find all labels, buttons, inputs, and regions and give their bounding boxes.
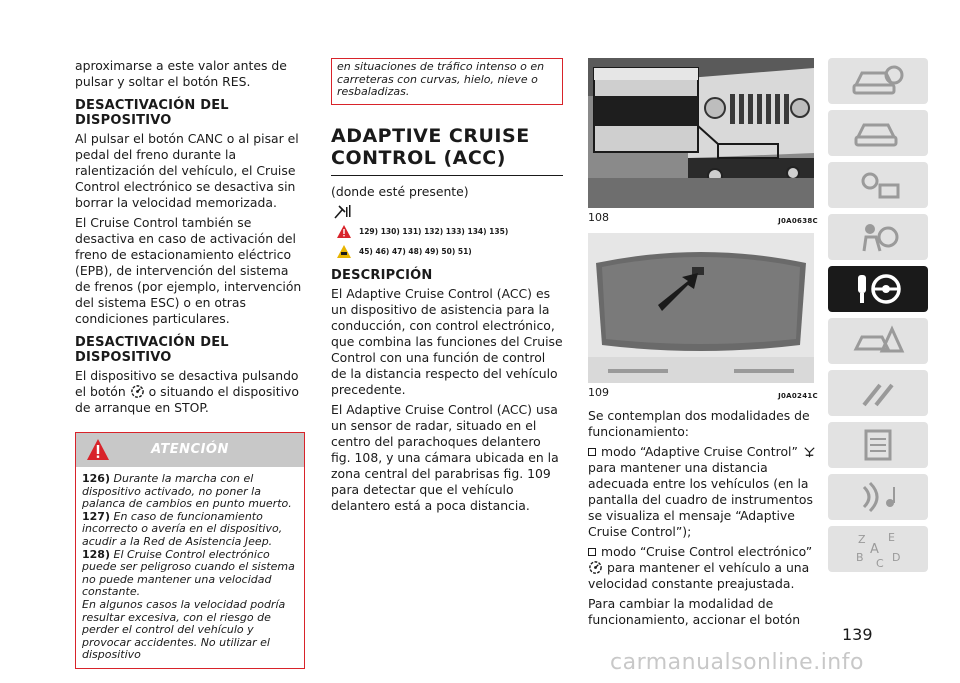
paragraph-button (75, 368, 305, 416)
figure-windshield (588, 233, 814, 383)
car-dashboard-icon (848, 63, 908, 99)
svg-text:C: C (876, 557, 884, 569)
warning-extra: En algunos casos la velocidad podría resultar excesiva, con el riesgo de perder el control del vehículo y provocar accidentes. No utilizar el dispositivo (82, 597, 286, 662)
cruise-control-off-icon (130, 384, 145, 399)
alphabetical-index-icon (848, 529, 908, 569)
paragraph-canc: Al pulsar el botón CANC o al pisar el pedal del freno durante la ralentización del vehículo, el Cruise Control electrónico se desactiva sin borrar la velocidad memorizada. (75, 131, 299, 210)
airbag-icon (848, 219, 908, 255)
warning-refs: 129) 130) 131) 132) 133) 134) 135) (359, 226, 509, 236)
caution-triangle-icon (337, 245, 351, 258)
chapter-tab-safety[interactable] (828, 214, 928, 260)
figure-109-number: 109 (588, 386, 609, 399)
warning-refs-row (337, 224, 563, 240)
section-title: ADAPTIVE CRUISE CONTROL (ACC) (331, 125, 563, 176)
svg-text:D: D (892, 551, 901, 564)
warning-title: ATENCIÓN (151, 442, 229, 457)
page-number: 139 (842, 625, 873, 644)
tools-icon (333, 204, 353, 220)
heading-deactivation-2: DESACTIVACIÓN DEL DISPOSITIVO (75, 335, 229, 365)
paragraph-acc-sensors: El Adaptive Cruise Control (ACC) usa un sensor de radar, situado en el centro del parachoques delantero fig. 108, y una cámara ubicada en la zona central del parabrisas fig. 109 para detectar que el vehículo delantero está a poca distancia. (331, 401, 559, 513)
chapter-tab-emergency[interactable] (828, 318, 928, 364)
chapter-tab-dashboard[interactable] (828, 58, 928, 104)
chapter-tab-index[interactable] (828, 526, 928, 572)
paragraph-button-part2: o situando el dispositivo de arranque en STOP. (75, 384, 299, 415)
warning-continuation-box: en situaciones de tráfico intenso o en carreteras con curvas, hielo, nieve o resbaladizas. (331, 58, 563, 105)
column-left (75, 58, 305, 669)
paragraph-switch-mode: Para cambiar la modalidad de funcionamiento, accionar el botón (588, 596, 801, 627)
column-right (588, 58, 818, 632)
car-info-icon (848, 115, 908, 151)
warning-header (76, 433, 304, 467)
windshield-photo (588, 233, 814, 383)
figure-108-code: J0A0638C (778, 217, 818, 225)
chapter-tab-maintenance[interactable] (828, 370, 928, 416)
svg-text:Z: Z (858, 533, 866, 546)
figure-108-caption (588, 210, 818, 229)
adaptive-cruise-icon (802, 444, 817, 459)
figure-109-caption (588, 385, 818, 404)
chapter-tab-driving[interactable] (828, 266, 928, 312)
specs-document-icon (848, 427, 908, 463)
subtitle: (donde esté presente) (331, 183, 469, 199)
chapter-tab-vehicle[interactable] (828, 110, 928, 156)
bullet-square (588, 448, 596, 456)
bullet-cc-mode: modo “Cruise Control electrónico” para mantener el vehículo a una velocidad constante preajustada. (588, 544, 813, 591)
warning-triangle-icon (337, 225, 351, 238)
chapter-sidebar (828, 58, 928, 578)
chapter-tab-technical[interactable] (828, 422, 928, 468)
chapter-tab-warnings[interactable] (828, 162, 928, 208)
svg-text:A: A (870, 542, 879, 557)
caution-refs: 45) 46) 47) 48) 49) 50) 51) (359, 246, 472, 256)
key-steering-wheel-icon (848, 269, 908, 309)
chapter-tab-multimedia[interactable] (828, 474, 928, 520)
lights-message-icon (848, 167, 908, 203)
figure-108-number: 108 (588, 211, 609, 224)
paragraph-epb: El Cruise Control también se desactiva en caso de activación del freno de estacionamiento eléctrico (EPB), de intervención del sistema de frenos (por ejemplo, intervención del sistema ESC) o en otras condiciones particulares. (75, 215, 302, 326)
figure-front-bumper (588, 58, 814, 208)
multimedia-icon (848, 479, 908, 515)
watermark: carmanualsonline.info (610, 650, 864, 675)
bullet-square (588, 548, 596, 556)
warning-box (75, 432, 305, 669)
paragraph-button-part1: El dispositivo se desactiva pulsando el botón (75, 368, 299, 399)
emergency-icon (848, 323, 908, 359)
cruise-control-icon (588, 560, 603, 575)
heading-description: DESCRIPCIÓN (331, 267, 433, 283)
svg-text:B: B (856, 551, 864, 564)
column-middle (331, 58, 563, 518)
front-bumper-photo (588, 58, 814, 208)
intro-text: aproximarse a este valor antes de pulsar y soltar el botón RES. (75, 58, 287, 89)
tools-icon (848, 375, 908, 411)
paragraph-modes: Se contemplan dos modalidades de funcionamiento: (588, 408, 810, 439)
warning-body (76, 467, 304, 668)
svg-text:E: E (888, 531, 895, 544)
warning-item: 126) Durante la marcha con el dispositivo activado, no poner la palanca de cambios en punto muerto. (82, 472, 292, 511)
caution-refs-row (337, 244, 563, 260)
warning-item: 127) En caso de funcionamiento incorrecto o avería en el dispositivo, acudir a la Red de Asistencia Jeep. (82, 509, 283, 548)
paragraph-acc-definition: El Adaptive Cruise Control (ACC) es un dispositivo de asistencia para la conducción, con control electrónico, que combina las funciones del Cruise Control con una función de control de la distancia respecto del vehículo precedente. (331, 285, 563, 397)
bullet-acc-mode: modo “Adaptive Cruise Control” para mantener una distancia adecuada entre los vehículos (en la pantalla del cuadro de instrumentos se visualiza el mensaje “Adaptive Cruise Control”); (588, 444, 818, 540)
figure-109-code: J0A0241C (778, 392, 818, 400)
warning-item: 128) El Cruise Control electrónico puede ser peligroso cuando el sistema no puede mantener una velocidad constante. (82, 547, 295, 599)
heading-deactivation-1: DESACTIVACIÓN DEL DISPOSITIVO (75, 98, 229, 128)
